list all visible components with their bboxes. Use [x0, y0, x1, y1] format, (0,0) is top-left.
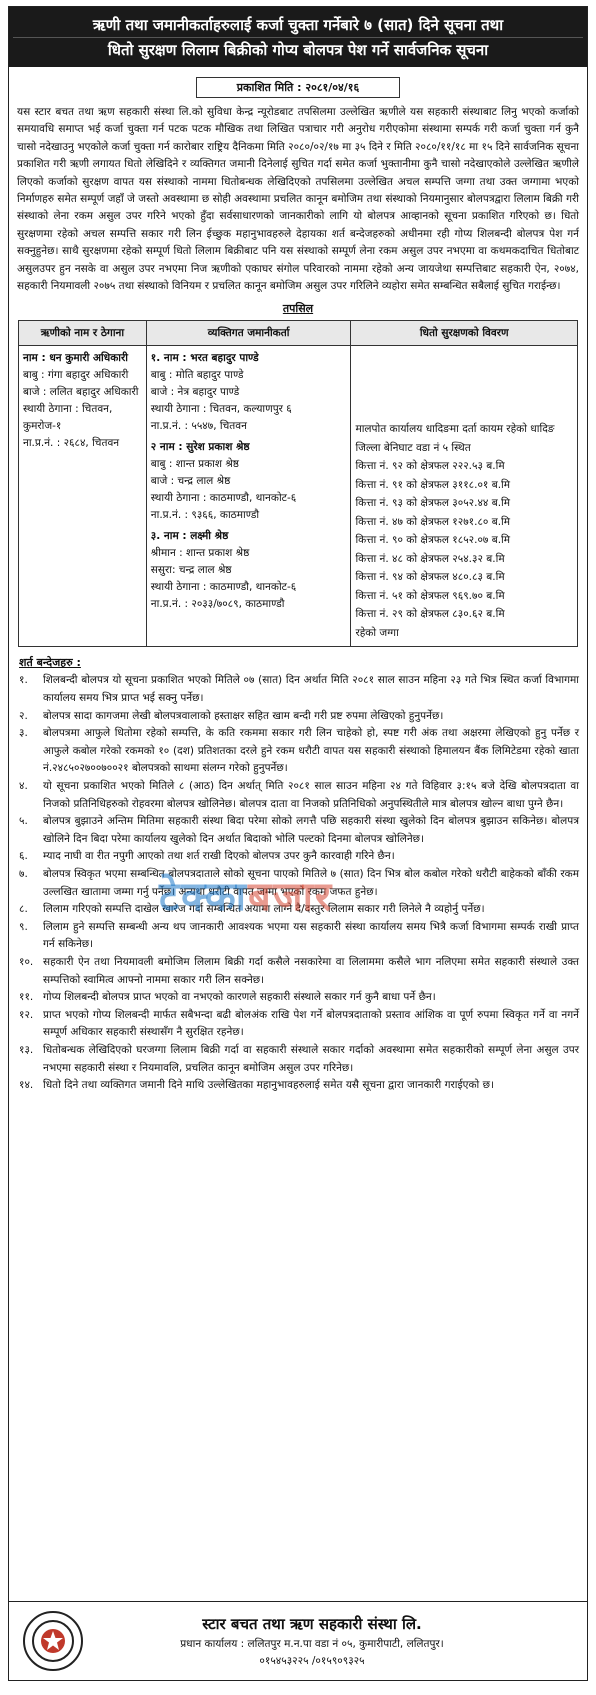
guarantor-1-address: स्थायी ठेगाना : चितवन, कल्याणपुर ६ [150, 403, 292, 416]
term-number: १४. [19, 1079, 34, 1092]
borrower-father: बाबु : गंगा बहादुर अधिकारी [23, 369, 129, 382]
list-item [19, 778, 579, 813]
guarantor-2-grandfather: बाजे : चन्द्र लाल श्रेष्ठ [150, 475, 231, 488]
list-item [19, 1007, 579, 1042]
list-item [19, 813, 579, 848]
term-number: ४. [19, 780, 28, 793]
term-number: १३. [19, 1043, 34, 1056]
guarantor-1-citizenship: ना.प्र.नं. : ५५४७, चितवन [150, 420, 247, 433]
collateral-plot: कित्ता नं. ४८ को क्षेत्रफल २५४.३२ ब.मि [355, 552, 505, 565]
footer-text [97, 1614, 587, 1668]
notice-page [8, 6, 588, 1681]
list-item [19, 672, 579, 707]
term-text: बोलपत्र स्विकृत भएमा सम्बन्धित बोलपत्रदाताले सोको सूचना पाएको मितिले ७ (सात) दिन भित्र बोल कबोल गरेको धरौटी बाहेकको बाँकी रकम उल्लखित खातामा जम्मा गर्नु पर्नेछ। अन्यथा धरौटी वापत जम्मा भएको रकम जफत हुनेछ। [43, 868, 579, 898]
list-item [19, 989, 579, 1007]
guarantor-2-citizenship: ना.प्र.नं. : ९३६६, काठमाण्डौ [150, 509, 260, 522]
term-number: ११. [19, 991, 34, 1004]
guarantor-3-address: स्थायी ठेगाना : काठमाण्डौ, थानकोट-६ [150, 581, 297, 594]
organization-address: प्रधान कार्यालय : ललितपुर म.न.पा वडा नं ०५, कुमारीपाटी, ललितपुर। [180, 1638, 444, 1650]
list-item [19, 708, 579, 726]
term-text: सहकारी ऐन तथा नियमावली बमोजिम लिलाम बिक्री गर्दा कसैले नसकारेमा वा लिलाममा कसैले भाग नलिएमा समेत सहकारी संस्थाले उक्त सम्पत्तिको स्वामित्व आफ्नो नाममा सकार गरी लिन सक्नेछ। [43, 955, 579, 986]
borrower-grandfather: बाजे : ललित बहादुर अधिकारी [23, 386, 139, 399]
collateral-plot: कित्ता नं. ९३ को क्षेत्रफल ३०५२.४४ ब.मि [355, 497, 511, 510]
list-item [19, 725, 579, 778]
header-line-1: ऋणी तथा जमानीकर्ताहरुलाई कर्जा चुक्ता गर्नेबारे ७ (सात) दिने सूचना तथा [92, 16, 504, 34]
guarantor-2-name: २ नाम : सुरेश प्रकाश श्रेष्ठ [150, 441, 250, 454]
intro-paragraph: यस स्टार बचत तथा ऋण सहकारी संस्था लि.को सुविधा केन्द्र न्यूरोडबाट तपसिलमा उल्लेखित ऋणीले यस सहकारी संस्थाबाट लिनु भएको कर्जाको समयावधि समाप्त भई कर्जा चुक्ता गर्न पटक पटक मौखिक तथा लिखित पत्राचार गरी अनुरोध गरीएकोमा संस्थामा सम्पर्क गरी कर्जा चुक्ता गर्न कुनै चासो नदेखाउनु भएकोले कर्जा चुक्ता गर्न कारोबार राष्ट्रिय दैनिकमा मिति २०८०/०२/१७ मा ३५ दिने र मिति २०८०/११/१८ मा १५ दिने सार्वजनिक सूचना प्रकाशित गरी ऋणी लगायत धितो लेखिदिने र व्यक्तिगत जमानी दिनेलाई सुचित गर्दा समेत कर्जा भुक्तानीमा कुनै चासो नदेखाएकोले उल्लेखित ऋणीले लिएको कर्जाको सुरक्षण वापत यस संस्थाको नाममा धितोबन्धक लेखिदिएको तपसिलमा उल्लेखित अचल सम्पत्ति जग्गा तथा उक्त जग्गामा भएको निर्माणहरु समेत सम्पूर्ण जहाँ जे जस्तो अवस्थामा छ सोही अवस्थामा प्रचलित कानून बमोजिम तथा संस्थाको नियमानुसार बोलपत्रद्वारा लिलाम बिक्री गरी संस्थाको लेना रकम असुल उपर गरिने भएको हुँदा सर्वसाधारणको जानकारीको लागि यो बोलपत्र आव्हानको सूचना प्रकाशित गरिएको छ। धितो सुरक्षणमा रहेको अचल सम्पत्ति सकार गरी लिन ईच्छुक महानुभावहरुले देहायका शर्त बन्देजहरुको अधीनमा रही गोप्य शिलबन्दी बोलपत्र पेश गर्न सक्नुहुनेछ। साथै सुरक्षणमा रहेको सम्पूर्ण धितो लिलाम बिक्रीबाट पनि यस संस्थाको सम्पूर्ण लेना रकम असुल उपर नभएमा वा कथमकदाचित धितोबाट असुलउपर हुन नसके वा असुल उपर नभएमा निज ऋणीको एकाघर संगोल परिवारको नाममा रहेको अन्य जायजेथा सम्पत्तिबाट सहकारी ऐन, २०७४, सहकारी नियमावली २०७५ तथा संस्थाको विनियम र प्रचलित कानून बमोजिम असुल उपर गरिलिने व्यहोरा समेत सम्बन्धित सबैलाई सुचित गराईन्छ। [17, 106, 579, 293]
term-text: बोलपत्र बुझाउने अन्तिम मितिमा सहकारी संस्था बिदा परेमा सोको लगत्तै पछि सहकारी संस्था खुलेको दिन बोलपत्र बुझाउन सकिनेछ। बोलपत्र खोलिने दिन बिदा परेमा कार्यालय खुलेको दिन अर्थात बिदाको भोलि पल्टको दिनमा बोलपत्र खोलिनेछ। [43, 815, 579, 845]
term-number: ३. [19, 727, 28, 740]
guarantor-1 [151, 350, 347, 435]
collateral-plot: कित्ता नं. ५१ को क्षेत्रफल ९६९.७० ब.मि [355, 589, 505, 602]
term-text: यो सूचना प्रकाशित भएको मितिले ८ (आठ) दिन अर्थात् मिति २०८१ साल साउन महिना २४ गते विहिवार ३:१५ बजे देखि बोलपत्रदाता वा निजको प्रतिनिधिहरुको रोहवरमा बोलपत्र खोलिनेछ। बोलपत्र दाता वा निजको प्रतिनिधिको अनुपस्थितीले मात्र बोलपत्र खोल्न बाधा पुग्ने छैन। [43, 780, 579, 810]
published-date-box [9, 77, 587, 98]
cooperative-seal-icon [23, 1611, 83, 1671]
col-borrower: ऋणीको नाम र ठेगाना [19, 321, 147, 346]
list-item [19, 1077, 579, 1095]
term-number: ५. [19, 815, 28, 828]
organization-phone: ०१५४५३२२५ /०१५९०९३२५ [259, 1655, 365, 1667]
guarantor-2 [151, 439, 347, 524]
col-guarantor: व्यक्तिगत जमानीकर्ता [146, 321, 351, 346]
term-number: १२. [19, 1008, 34, 1021]
table-row [19, 346, 578, 647]
list-item [19, 848, 579, 866]
borrower-address: स्थायी ठेगाना : चितवन, कुमरोज-१ [23, 403, 113, 433]
notice-footer [9, 1601, 587, 1680]
guarantor-2-father: बाबु : शान्त प्रकाश श्रेष्ठ [150, 458, 239, 471]
guarantor-1-father: बाबु : मोति बहादुर पाण्डे [150, 369, 244, 382]
term-text: प्राप्त भएको गोप्य शिलबन्दी मार्फत सबैभन्दा बढी बोलअंक राखि पेश गर्ने बोलपत्रदाताको प्रस्ताव आंशिक वा पूर्ण रुपमा स्विकृत गर्ने वा नगर्ने सम्पूर्ण अधिकार सहकारी संस्थासँग नै सुरक्षित रहनेछ। [43, 1008, 579, 1039]
watermark-part-1: टेक्का [159, 874, 249, 920]
guarantor-3-name: ३. नाम : लक्ष्मी श्रेष्ठ [150, 530, 229, 543]
table-header-row [19, 321, 578, 346]
borrower-citizenship: ना.प्र.नं. : २६८४, चितवन [23, 437, 120, 450]
header-line-2: धितो सुरक्षण लिलाम बिक्रीको गोप्य बोलपत्र पेश गर्ने सार्वजनिक सूचना [13, 37, 583, 62]
term-text: शिलबन्दी बोलपत्र यो सूचना प्रकाशित भएको मितिले ०७ (सात) दिन अर्थात मिति २०८१ साल साउन महिना २३ गते भित्र स्थित कर्जा विभागमा कार्यालय समय भित्र प्राप्त भई सक्नु पर्नेछ। [43, 674, 579, 705]
collateral-outro: रहेको जग्गा [355, 626, 399, 639]
term-text: धितो दिने तथा व्यक्तिगत जमानी दिने माथि उल्लेखितका महानुभावहरुलाई समेत यसै सूचना द्वारा जानकारी गराईएको छ। [43, 1079, 494, 1092]
list-item [19, 1042, 579, 1077]
notice-header [9, 7, 587, 67]
list-item [19, 919, 579, 954]
guarantor-3-citizenship: ना.प्र.नं. : २०३३/७०८९, काठमाण्डौ [150, 598, 285, 611]
term-number: ६. [19, 850, 28, 863]
term-text: लिलाम हुने सम्पत्ति सम्बन्धी अन्य थप जानकारी आवश्यक भएमा यस सहकारी संस्था कार्यालय समय भित्रै कर्जा विभागमा सम्पर्क राखी प्राप्त गर्न सकिनेछ। [43, 920, 579, 951]
collateral-plot: कित्ता नं. ९० को क्षेत्रफल १८५२.०७ ब.मि [355, 534, 511, 547]
term-text: बोलपत्र सादा कागजमा लेखी बोलपत्रवालाको हस्ताक्षर सहित खाम बन्दी गरी प्रष्ट रुपमा लेखिएको हुनुपर्नेछ। [43, 709, 444, 722]
list-item [19, 954, 579, 989]
term-number: ७. [19, 868, 28, 880]
term-text: लिलाम गरिएको सम्पत्ति दाखेल खारेज गर्दा सम्बन्धित अयामा लाग्ने दै/दस्तुर लिलाम सकार गरी लिनेले नै व्यहोर्नु पर्नेछ। [43, 903, 485, 916]
term-text: गोप्य शिलबन्दी बोलपत्र प्राप्त भएको वा नभएको कारणले सहकारी संस्थाले सकार गर्न कुनै बाधा पर्ने छैन। [43, 991, 436, 1004]
collateral-plot: कित्ता नं. ९२ को क्षेत्रफल २२२.५३ ब.मि [355, 460, 505, 473]
guarantor-3-father-in-law: ससुरा: चन्द्र लाल श्रेष्ठ [150, 564, 232, 577]
collateral-plot: कित्ता नं. ९१ को क्षेत्रफल ३११८.०१ ब.मि [355, 478, 511, 491]
borrower-cell [19, 346, 147, 647]
term-number: ८. [19, 903, 28, 916]
col-collateral: धितो सुरक्षणको विवरण [351, 321, 578, 346]
borrower-name: नाम : धन कुमारी अधिकारी [23, 352, 129, 365]
guarantor-2-address: स्थायी ठेगाना : काठमाण्डौ, थानकोट-६ [150, 492, 297, 505]
organization-name: स्टार बचत तथा ऋण सहकारी संस्था लि. [202, 1615, 422, 1633]
terms-title: शर्त बन्देजहरु : [19, 656, 81, 670]
published-date: प्रकाशित मिति : २०८१/०४/१६ [196, 77, 400, 98]
term-number: ९. [19, 920, 28, 933]
guarantor-1-name: १. नाम : भरत बहादुर पाण्डे [150, 352, 259, 365]
term-number: २. [19, 709, 28, 722]
term-text: धितोबन्धक लेखिदिएको घरजग्गा लिलाम बिक्री गर्दा वा सहकारी संस्थाले सकार गर्दाको अवस्थामा समेत सहकारीको सम्पूर्ण लेना असुल उपर नभएमा सहकारी संस्था र नियमावलि, प्रचलित कानून बमोजिम असुल उपर गरिनेछ। [43, 1043, 579, 1074]
term-number: १. [19, 674, 28, 687]
schedule-title: तपसिल [282, 302, 314, 316]
list-item [19, 866, 579, 901]
schedule-table [18, 320, 578, 647]
watermark-part-2: बजार [248, 874, 334, 920]
collateral-plot: कित्ता नं. ९४ को क्षेत्रफल ४८०.८३ ब.मि [355, 571, 505, 584]
term-number: १०. [19, 955, 34, 968]
guarantor-cell [146, 346, 351, 647]
collateral-intro: मालपोत कार्यालय धादिङमा दर्ता कायम रहेको धादिङ जिल्ला बेनिघाट वडा नं ५ स्थित [355, 423, 555, 454]
term-text: म्याद नाघी वा रीत नपुगी आएको तथा शर्त राखी दिएको बोलपत्र उपर कुनै कारवाही गरिने छैन। [43, 850, 395, 863]
list-item [19, 901, 579, 919]
collateral-plot: कित्ता नं. २९ को क्षेत्रफल ८३०.६२ ब.मि [355, 608, 505, 621]
collateral-plot: कित्ता नं. ४७ को क्षेत्रफल १२७१.८० ब.मि [355, 515, 511, 528]
collateral-cell [351, 346, 578, 647]
term-text: बोलपत्रमा आफुले धितोमा रहेको सम्पत्ति, के कति रकममा सकार गरी लिन चाहेको हो, स्पष्ट गरी अंक तथा अक्षरमा लेखिएको हुनु पर्नेछ र आफुले कबोल गरेको रकमको १० (दश) प्रतिशतका दरले हुने रकम धरौटी वापत यस सहकारी संस्थाको हिमालयन बैंक लिमिटेडमा रहेको खाता नं.२४८५०२७००७००२१ बोलपत्रको साथमा संलग्न गरेको हुनुपर्नेछ। [43, 727, 579, 775]
guarantor-3 [151, 528, 347, 613]
guarantor-3-spouse: श्रीमान : शान्त प्रकाश श्रेष्ठ [150, 547, 250, 560]
guarantor-1-grandfather: बाजे : नेत्र बहादुर पाण्डे [150, 386, 240, 399]
terms-list [9, 672, 587, 1094]
